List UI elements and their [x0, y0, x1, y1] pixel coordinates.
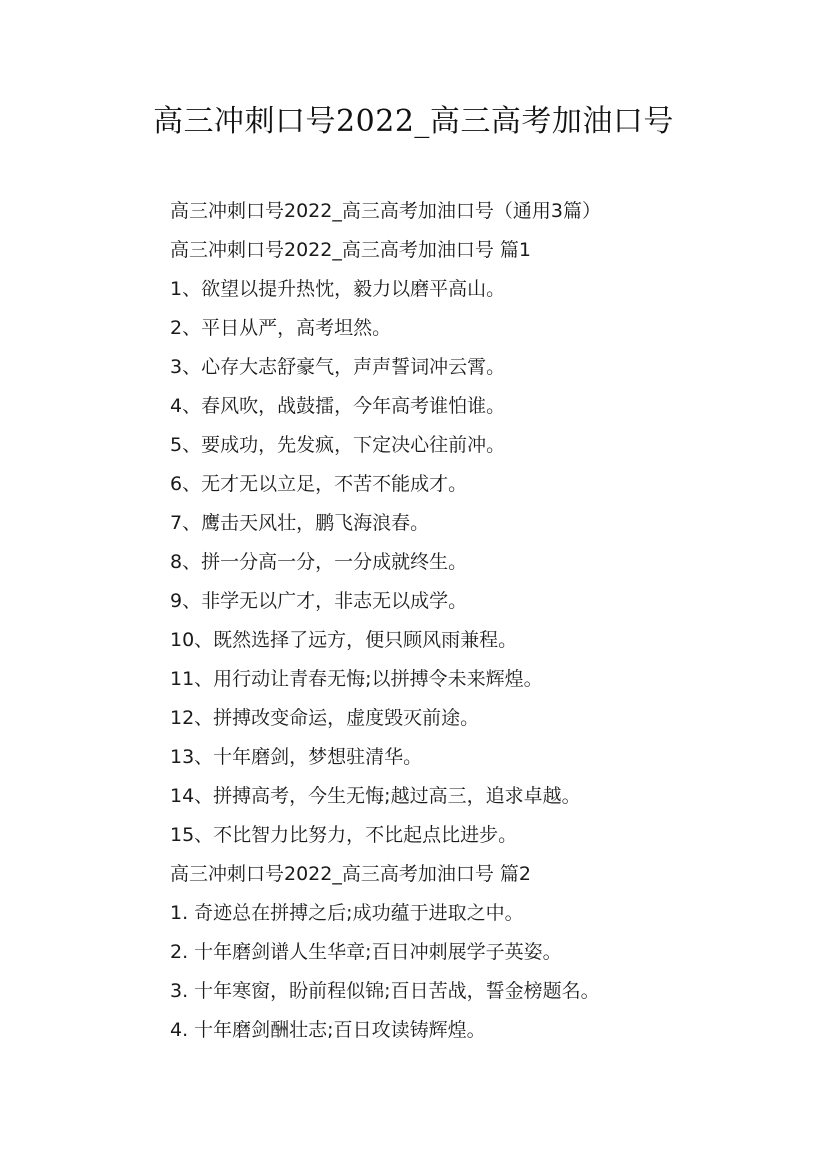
- slogan-line: 2、平日从严，高考坦然。: [170, 317, 392, 339]
- slogan-line: 12、拼搏改变命运，虚度毁灭前途。: [170, 707, 480, 729]
- document-body: [170, 192, 790, 1050]
- slogan-line: 11、用行动让青春无悔;以拼搏令未来辉煌。: [170, 668, 543, 690]
- slogan-line: 4、春风吹，战鼓擂，今年高考谁怕谁。: [170, 395, 506, 417]
- slogan-line: 15、不比智力比努力，不比起点比进步。: [170, 824, 518, 846]
- slogan-line: 6、无才无以立足，不苦不能成才。: [170, 473, 468, 495]
- section-heading-2: 高三冲刺口号2022_高三高考加油口号 篇2: [170, 863, 531, 885]
- section-heading-1: 高三冲刺口号2022_高三高考加油口号 篇1: [170, 239, 531, 261]
- slogan-line: 10、既然选择了远方，便只顾风雨兼程。: [170, 629, 518, 651]
- document-title: 高三冲刺口号2022_高三高考加油口号: [153, 104, 674, 139]
- slogan-line: 3. 十年寒窗，盼前程似锦;百日苦战，誓金榜题名。: [170, 980, 600, 1002]
- slogan-line: 2. 十年磨剑谱人生华章;百日冲刺展学子英姿。: [170, 941, 562, 963]
- slogan-line: 8、拼一分高一分，一分成就终生。: [170, 551, 468, 573]
- slogan-line: 7、鹰击天风壮，鹏飞海浪春。: [170, 512, 430, 534]
- slogan-line: 1、欲望以提升热忱，毅力以磨平高山。: [170, 278, 506, 300]
- slogan-line: 13、十年磨剑，梦想驻清华。: [170, 746, 423, 768]
- slogan-line: 9、非学无以广才，非志无以成学。: [170, 590, 468, 612]
- slogan-line: 3、心存大志舒豪气，声声誓词冲云霄。: [170, 356, 506, 378]
- slogan-line: 4. 十年磨剑酬壮志;百日攻读铸辉煌。: [170, 1019, 486, 1041]
- slogan-line: 5、要成功，先发疯，下定决心往前冲。: [170, 434, 506, 456]
- slogan-line: 1. 奇迹总在拼搏之后;成功蕴于进取之中。: [170, 902, 524, 924]
- intro-line: 高三冲刺口号2022_高三高考加油口号（通用3篇）: [170, 200, 601, 222]
- slogan-line: 14、拼搏高考，今生无悔;越过高三，追求卓越。: [170, 785, 581, 807]
